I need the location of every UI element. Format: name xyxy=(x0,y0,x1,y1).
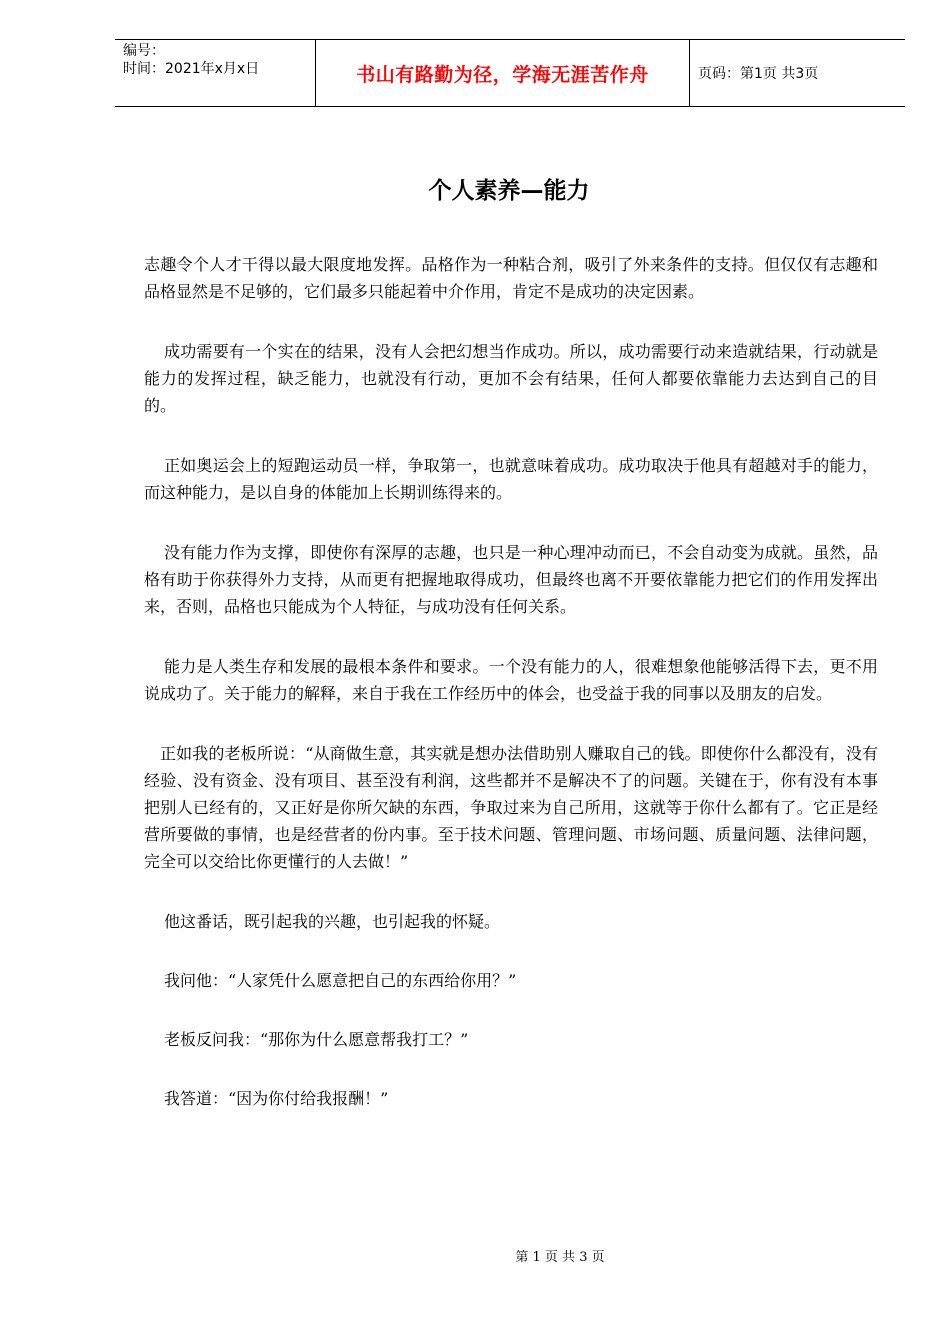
header-table xyxy=(115,39,905,107)
header-motto: 书山有路勤为径，学海无涯苦作舟 xyxy=(316,40,690,106)
header-page-info: 页码：第1页 共3页 xyxy=(698,66,819,82)
paragraph: 能力是人类生存和发展的最根本条件和要求。一个没有能力的人，很难想象他能够活得下去，更不用说成功了。关于能力的解释，来自于我在工作经历中的体会，也受益于我的同事以及朋友的启发。 xyxy=(144,657,878,703)
paragraph: 我问他：“人家凭什么愿意把自己的东西给你用？” xyxy=(164,971,517,990)
paragraph: 没有能力作为支撑，即使你有深厚的志趣，也只是一种心理冲动而已，不会自动变为成就。虽然，品格有助于你获得外力支持，从而更有把握地取得成功，但最终也离不开要依靠能力把它们的作用发挥出来，否则，品格也只能成为个人特征，与成功没有任何关系。 xyxy=(144,543,878,616)
paragraph: 志趣令个人才干得以最大限度地发挥。品格作为一种粘合剂，吸引了外来条件的支持。但仅仅有志趣和品格显然是不足够的，它们最多只能起着中介作用，肯定不是成功的决定因素。 xyxy=(144,255,878,301)
paragraph: 他这番话，既引起我的兴趣，也引起我的怀疑。 xyxy=(164,912,501,931)
document-body xyxy=(144,251,878,1144)
document-title: 个人素养—能力 xyxy=(428,178,590,204)
header-meta-cell xyxy=(115,40,316,106)
paragraph: 正如奥运会上的短跑运动员一样，争取第一，也就意味着成功。成功取决于他具有超越对手的能力，而这种能力，是以自身的体能加上长期训练得来的。 xyxy=(144,456,878,502)
page-footer: 第 1 页 共 3 页 xyxy=(515,1250,605,1265)
paragraph: 我答道：“因为你付给我报酬！” xyxy=(164,1089,389,1108)
paragraph: 成功需要有一个实在的结果，没有人会把幻想当作成功。所以，成功需要行动来造就结果，行动就是能力的发挥过程，缺乏能力，也就没有行动，更加不会有结果，任何人都要依靠能力去达到自己的目的。 xyxy=(144,342,878,415)
paragraph: 老板反问我：“那你为什么愿意帮我打工？” xyxy=(164,1030,469,1049)
document-code-label: 编号： xyxy=(123,43,165,59)
paragraph: 正如我的老板所说：“从商做生意，其实就是想办法借助别人赚取自己的钱。即使你什么都没有，没有经验、没有资金、没有项目、甚至没有利润，这些都并不是解决不了的问题。关键在于，你有没有本事把别人已经有的，又正好是你所欠缺的东西，争取过来为自己所用，这就等于你什么都有了。它正是经营所要做的事情，也是经营者的份内事。至于技术问题、管理问题、市场问题、质量问题、法律问题，完全可以交给比你更懂行的人去做！” xyxy=(144,744,878,871)
document-time-label: 时间：2021年x月x日 xyxy=(123,61,260,77)
